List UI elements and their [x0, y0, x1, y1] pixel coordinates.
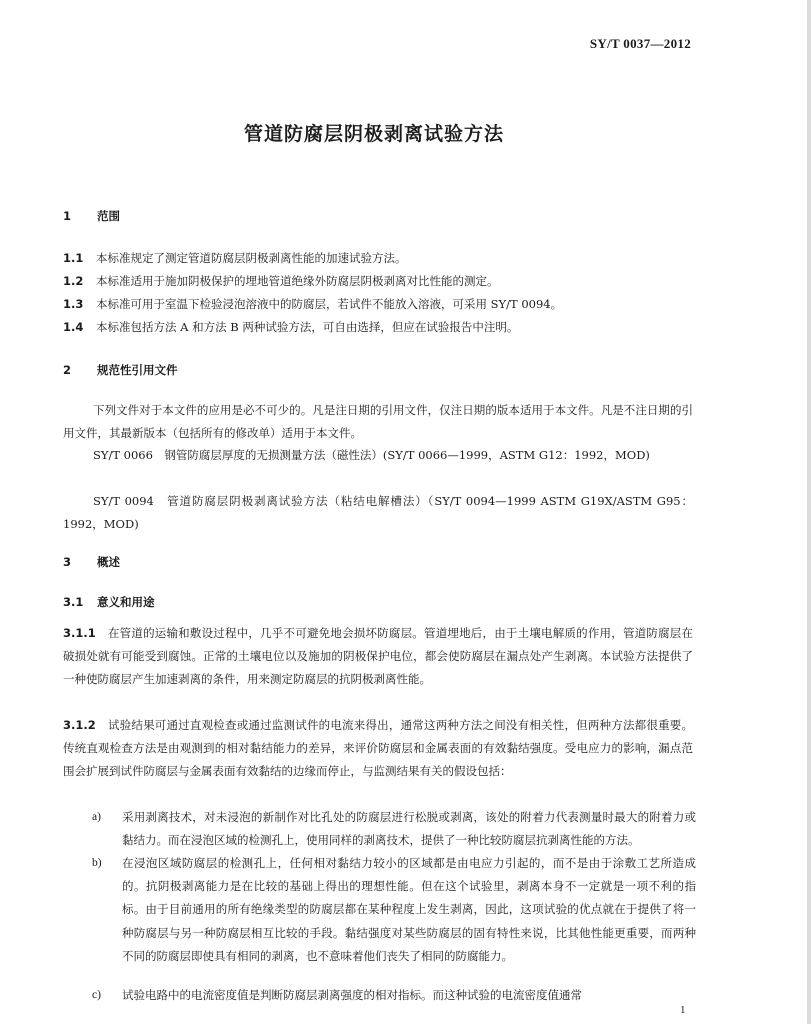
- list-item-text: 试验电路中的电流密度值是判断防腐层剥离强度的相对指标。而这种试验的电流密度值通常: [122, 988, 582, 1002]
- clause-text: 本标准可用于室温下检验浸泡溶液中的防腐层，若试件不能放入溶液，可采用 SY/T 0094。: [96, 297, 563, 311]
- list-item-a: [92, 806, 696, 852]
- clause-text: 试验结果可通过直观检查或通过监测试件的电流来得出，通常这两种方法之间没有相关性，但两种方法都很重要。传统直观检查方法是由观测到的相对黏结能力的差异，来评价防腐层和金属表面的有效黏结强度。受电应力的影响，漏点范围会扩展到试件防腐层与金属表面有效黏结的边缘而停止，与监测结果有关的假设包括：: [63, 718, 693, 779]
- clause-number: 3.1.2: [63, 718, 96, 732]
- page-edge-divider: [807, 0, 811, 1024]
- clause-1-4: [63, 320, 518, 334]
- clause-number: 1.3: [63, 297, 84, 311]
- section-2-intro: 下列文件对于本文件的应用是必不可少的。凡是注日期的引用文件，仅注日期的版本适用于本文件。凡是不注日期的引用文件，其最新版本（包括所有的修改单）适用于本文件。: [63, 403, 693, 441]
- section-number: 3: [63, 555, 72, 569]
- list-item-text: 在浸泡区域防腐层的检测孔上，任何相对黏结力较小的区域都是由电应力引起的，而不是由于涂敷工艺所造成的。抗阴极剥离能力是在比较的基础上得出的理想性能。但在这个试验里，剥离本身不一定就是一项不利的指标。由于目前通用的所有绝缘类型的防腐层都在某种程度上发生剥离，因此，这项试验的优点就在于提供了将一种防腐层与另一种防腐层相互比较的手段。黏结强度对某些防腐层的固有特性来说，比其他性能更重要，而两种不同的防腐层即使具有相同的剥离，也不意味着他们丧失了相同的防腐能力。: [122, 856, 696, 963]
- section-number: 1: [63, 209, 72, 223]
- clause-text: 本标准包括方法 A 和方法 B 两种试验方法，可自由选择，但应在试验报告中注明。: [96, 320, 519, 334]
- clause-3-1-2: [63, 714, 693, 784]
- clause-1-3: [63, 297, 562, 311]
- document-title: 管道防腐层阴极剥离试验方法: [243, 123, 504, 145]
- subsection-number: 3.1: [63, 595, 84, 609]
- section-number: 2: [63, 363, 72, 377]
- clause-number: 1.4: [63, 320, 84, 334]
- list-marker: c): [92, 989, 101, 1001]
- section-1-heading: [63, 208, 120, 224]
- clause-3-1-1: [63, 622, 693, 692]
- clause-number: 1.1: [63, 251, 84, 265]
- section-2-heading: [63, 362, 178, 378]
- section-title: 概述: [97, 555, 120, 569]
- section-title: 范围: [97, 209, 120, 223]
- normative-reference-1: SY/T 0066 钢管防腐层厚度的无损测量方法（磁性法）(SY/T 0066—1999，ASTM G12：1992，MOD): [93, 448, 650, 462]
- subsection-3-1-heading: [63, 594, 155, 610]
- list-marker: a): [92, 811, 101, 823]
- clause-1-1: [63, 251, 407, 265]
- clause-text: 在管道的运输和敷设过程中，几乎不可避免地会损坏防腐层。管道埋地后，由于土壤电解质的作用，管道防腐层在破损处就有可能受到腐蚀。正常的土壤电位以及施加的阴极保护电位，都会使防腐层在漏点处产生剥离。本试验方法提供了一种使防腐层产生加速剥离的条件，用来测定防腐层的抗阴极剥离性能。: [63, 626, 693, 687]
- list-item-c: [92, 984, 696, 1007]
- list-marker: b): [92, 857, 102, 869]
- clause-number: 3.1.1: [63, 626, 96, 640]
- section-3-heading: [63, 554, 120, 570]
- clause-text: 本标准规定了测定管道防腐层阴极剥离性能的加速试验方法。: [96, 251, 407, 265]
- clause-number: 1.2: [63, 274, 84, 288]
- list-item-text: 采用剥离技术，对未浸泡的新制作对比孔处的防腐层进行松脱或剥离，该处的附着力代表测量时最大的附着力或黏结力。而在浸泡区域的检测孔上，使用同样的剥离技术，提供了一种比较防腐层抗剥离性能的方法。: [122, 810, 696, 848]
- page-number: 1: [680, 1004, 686, 1016]
- subsection-title: 意义和用途: [97, 595, 155, 609]
- standard-number: SY/T 0037—2012: [589, 36, 691, 51]
- clause-1-2: [63, 274, 499, 288]
- clause-text: 本标准适用于施加阴极保护的埋地管道绝缘外防腐层阴极剥离对比性能的测定。: [96, 274, 499, 288]
- list-item-b: [92, 852, 696, 968]
- section-title: 规范性引用文件: [97, 363, 178, 377]
- normative-reference-2: SY/T 0094 管道防腐层阴极剥离试验方法（粘结电解槽法）（SY/T 0094—1999 ASTM G19X/ASTM G95：1992，MOD): [63, 494, 693, 532]
